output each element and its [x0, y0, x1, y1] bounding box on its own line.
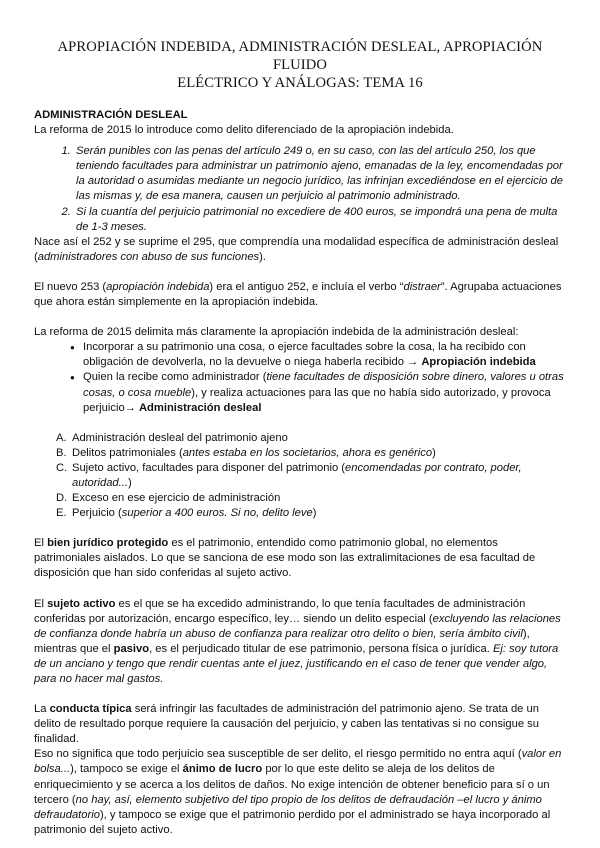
list-marker: E.	[56, 507, 67, 520]
article-item-2: 2. Si la cuantía del perjuicio patrimonial no excediere de 400 euros, se impondrá una pena de multa de 1-3 meses.	[74, 205, 566, 235]
text: ), tampoco se exige el	[70, 763, 183, 776]
element-item-b	[56, 446, 566, 461]
element-item-e	[56, 506, 566, 521]
italic-text: encomendadas por contrato, poder, autoridad...	[72, 461, 522, 489]
text: será infringir las facultades de administración del patrimonio ajeno. Se trata de un delito de resultado porque requiere la causación del perjuicio, y caben las tentativas si no consigue su finalidad.	[34, 703, 539, 746]
paragraph-delimita: La reforma de 2015 delimita más claramente la apropiación indebida de la administración desleal:	[34, 326, 519, 339]
text: ).	[259, 250, 266, 263]
element-item-d	[56, 491, 566, 506]
text: ”. Agrupaba actuaciones que ahora están simplemente en la apropiación indebida.	[34, 280, 562, 309]
list-marker: D.	[56, 492, 68, 505]
article-numbered-list	[34, 144, 566, 235]
bold-text: bien jurídico protegido	[47, 537, 169, 550]
text: Quien la recibe como administrador (	[83, 371, 267, 384]
element-item-c	[56, 461, 566, 491]
italic-text: distraer	[403, 280, 441, 293]
paragraph-bien-juridico	[34, 536, 566, 581]
document-title	[34, 38, 566, 92]
bold-text: pasivo	[113, 642, 150, 655]
intro-paragraph: La reforma de 2015 lo introduce como delito diferenciado de la apropiación indebida.	[34, 124, 454, 137]
article-item-1: 1. Serán punibles con las penas del artículo 249 o, en su caso, con las del artículo 250, los que teniendo facultades para administrar un patrimonio ajeno, emanadas de la ley, encomendadas por la autoridad o asumidas mediante un negocio jurídico, las infrinjan excediéndose en el ejercicio de las mismas y, de esa manera, causen un perjuicio al patrimonio administrado.	[74, 144, 566, 204]
bullet-item-administracion	[70, 370, 566, 415]
italic-text: no hay, así, elemento subjetivo del tipo propio de los delitos de defraudación –el lucro y ánimo defraudatorio	[34, 793, 542, 821]
text: ), y tampoco se exige que el patrimonio perdido por el administrado se haya incorporado al patrimonio del sujeto activo.	[34, 808, 551, 836]
italic-text: antes estaba en los societarios, ahora es genérico	[182, 446, 433, 459]
title-line-2: ELÉCTRICO Y ANÁLOGAS: TEMA 16	[177, 75, 423, 91]
paragraph-no-significa	[34, 747, 566, 838]
text: es el patrimonio, entendido como patrimonio global, no elementos patrimoniales aislados. Lo que se sanciona de ese modo son las extralimitaciones de esa facultad de disposición que han sido conferidas al sujeto activo.	[34, 537, 536, 580]
italic-text: tiene facultades de disposición sobre dinero, valores u otras cosas, o cosa mueble	[83, 371, 564, 399]
bold-text: sujeto activo	[47, 597, 116, 610]
text: Eso no significa que todo perjuicio sea susceptible de ser delito, el riesgo permitido no entra aquí (	[34, 748, 522, 761]
text: Nace así el 252 y se suprime el 295, que comprendía una modalidad específica de administración desleal (	[34, 235, 559, 263]
title-line-1: APROPIACIÓN INDEBIDA, ADMINISTRACIÓN DESLEAL, APROPIACIÓN FLUIDO	[57, 39, 543, 73]
italic-text: valor en bolsa...	[34, 748, 562, 776]
paragraph-art-252	[34, 235, 566, 265]
text: ), mientras que el	[34, 627, 530, 655]
italic-text: apropiación indebida	[106, 280, 210, 293]
paragraph-art-253	[34, 280, 566, 310]
text: Sujeto activo, facultades para disponer del patrimonio (	[72, 461, 346, 474]
list-marker: A.	[56, 431, 67, 444]
section-heading: ADMINISTRACIÓN DESLEAL	[34, 109, 188, 121]
text: )	[127, 476, 132, 489]
text: )	[312, 507, 317, 520]
bold-text: Apropiación indebida	[421, 356, 536, 369]
text: , es el perjudicado titular de ese patrimonio, persona física o jurídica.	[149, 642, 493, 655]
text: es el que se ha excedido administrando, lo que tenía facultades de administración conferidas por autorización, encargo específico, ley… siendo un delito especial (	[34, 597, 526, 625]
bold-text: Administración desleal	[138, 401, 262, 414]
bold-text: conducta típica	[49, 703, 132, 716]
text: Incorporar a su patrimonio una cosa, o ejerce facultades sobre la cosa, la ha recibido con obligación de devolverla, no la devuelve o niega haberla recibido →	[83, 341, 526, 369]
text: )	[432, 446, 436, 459]
text: El nuevo 253 (	[34, 280, 107, 293]
text: Delitos patrimoniales (	[72, 446, 183, 459]
paragraph-sujeto-activo	[34, 597, 566, 688]
text: ) era el antiguo 252, e incluía el verbo “	[209, 280, 404, 293]
text: Administración desleal del patrimonio ajeno	[72, 431, 288, 444]
bullet-list	[34, 340, 566, 415]
text: El	[34, 537, 48, 550]
italic-text: superior a 400 euros. Si no, delito leve	[121, 507, 313, 520]
text: Exceso en ese ejercicio de administración	[72, 492, 281, 505]
bold-text: ánimo de lucro	[182, 763, 263, 776]
paragraph-conducta-tipica	[34, 702, 566, 747]
italic-text: Ej: soy tutora de un anciano y tengo que rendir cuentas ante el juez, justificando en el caso de tener que vender algo, para no hacer mal gastos.	[34, 642, 559, 685]
list-marker: C.	[56, 461, 68, 474]
element-item-a	[56, 431, 566, 446]
text: ), y realiza actuaciones para las que no había sido autorizado, y provoca perjuicio→	[83, 386, 551, 414]
italic-text: administradores con abuso de sus funciones	[37, 250, 260, 263]
text: El	[34, 597, 48, 610]
list-marker: B.	[56, 446, 67, 459]
text: Perjuicio (	[72, 507, 122, 520]
text: La	[34, 703, 50, 716]
text: por lo que este delito se aleja de los delitos de enriquecimiento y se acerca a los delitos de daños. No exige intención de obtener beneficio para sí o un tercero (	[34, 763, 550, 806]
elements-list	[34, 431, 566, 522]
italic-text: excluyendo las relaciones de confianza donde habría un abuso de confianza para realizar otro delito o bien, sería ámbito civil	[34, 612, 561, 640]
bullet-item-apropiacion	[70, 340, 566, 370]
